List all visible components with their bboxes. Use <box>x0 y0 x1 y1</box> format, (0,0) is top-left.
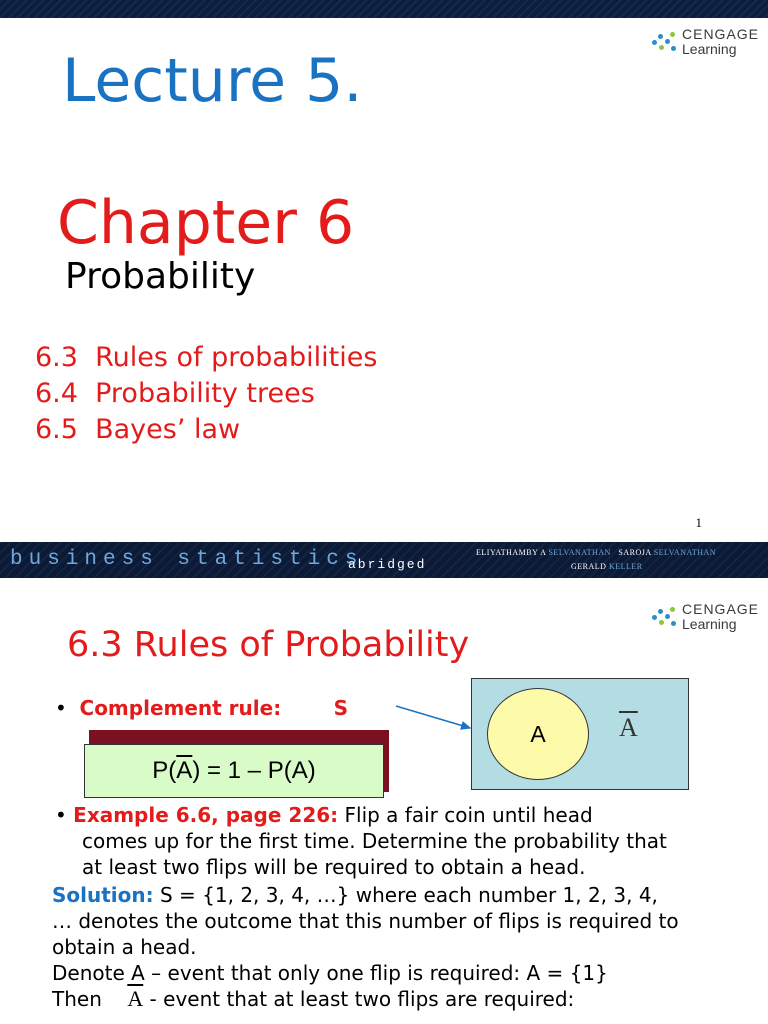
solution-label: Solution: <box>52 883 154 907</box>
bullet-dot: • <box>55 803 67 827</box>
cengage-logo <box>650 602 759 632</box>
section-item: 6.5 Bayes’ law <box>35 414 241 445</box>
cengage-dots-icon <box>650 605 678 629</box>
example-paragraph: • Example 6.6, page 226: Flip a fair coin until head comes up for the first time. Determine the probability that at least two flips will be required to obtain a head. <box>55 803 667 879</box>
slide-title: 6.3 Rules of Probability <box>67 625 470 665</box>
arrow-icon <box>392 700 482 736</box>
top-banner <box>0 0 768 18</box>
slide-2 <box>0 592 768 1024</box>
chapter-subtitle: Probability <box>65 256 256 297</box>
brand-title: business statistics <box>10 548 364 571</box>
page-number: 1 <box>695 515 702 530</box>
event-a-circle: A <box>487 688 589 780</box>
footer-banner <box>0 542 768 578</box>
slide-separator <box>0 578 768 592</box>
section-item: 6.4 Probability trees <box>35 378 315 409</box>
complement-rule-bullet <box>55 696 348 720</box>
logo-cengage-text: CENGAGE <box>682 601 760 617</box>
lecture-title: Lecture 5. <box>62 46 363 116</box>
logo-cengage-text: CENGAGE <box>682 26 760 42</box>
cengage-dots-icon <box>650 30 678 54</box>
solution-paragraph: Solution: S = {1, 2, 3, 4, …} where each number 1, 2, 3, 4, … denotes the outcome that this number of flips is required to obtain a head. Denote A – event that only one flip is required: A = {1} Then $\overline{A}$ - event that at least two flips are required: <box>52 883 679 1011</box>
complement-rule-label: Complement rule: <box>79 696 282 720</box>
sample-space-label: S <box>333 696 348 720</box>
brand-suffix: abridged <box>348 557 427 572</box>
logo-learning-text: Learning <box>682 41 737 57</box>
section-item: 6.3 Rules of probabilities <box>35 342 378 373</box>
section-list <box>35 340 377 448</box>
slide-1 <box>0 18 768 542</box>
bullet-dot: • <box>55 696 67 720</box>
complement-label: $\overline{A}$ <box>619 713 638 742</box>
cengage-logo <box>650 27 759 57</box>
complement-formula: P( $\overline{A}$ ) = 1 – P(A) <box>84 744 384 798</box>
logo-learning-text: Learning <box>682 616 737 632</box>
authors-line-2: GERALD KELLER <box>571 562 643 571</box>
example-label: Example 6.6, page 226: <box>73 803 339 827</box>
venn-diagram <box>471 678 689 790</box>
chapter-title: Chapter 6 <box>57 188 355 258</box>
authors-line-1: ELIYATHAMBY A SELVANATHAN SAROJA SELVANATHAN <box>476 548 717 557</box>
